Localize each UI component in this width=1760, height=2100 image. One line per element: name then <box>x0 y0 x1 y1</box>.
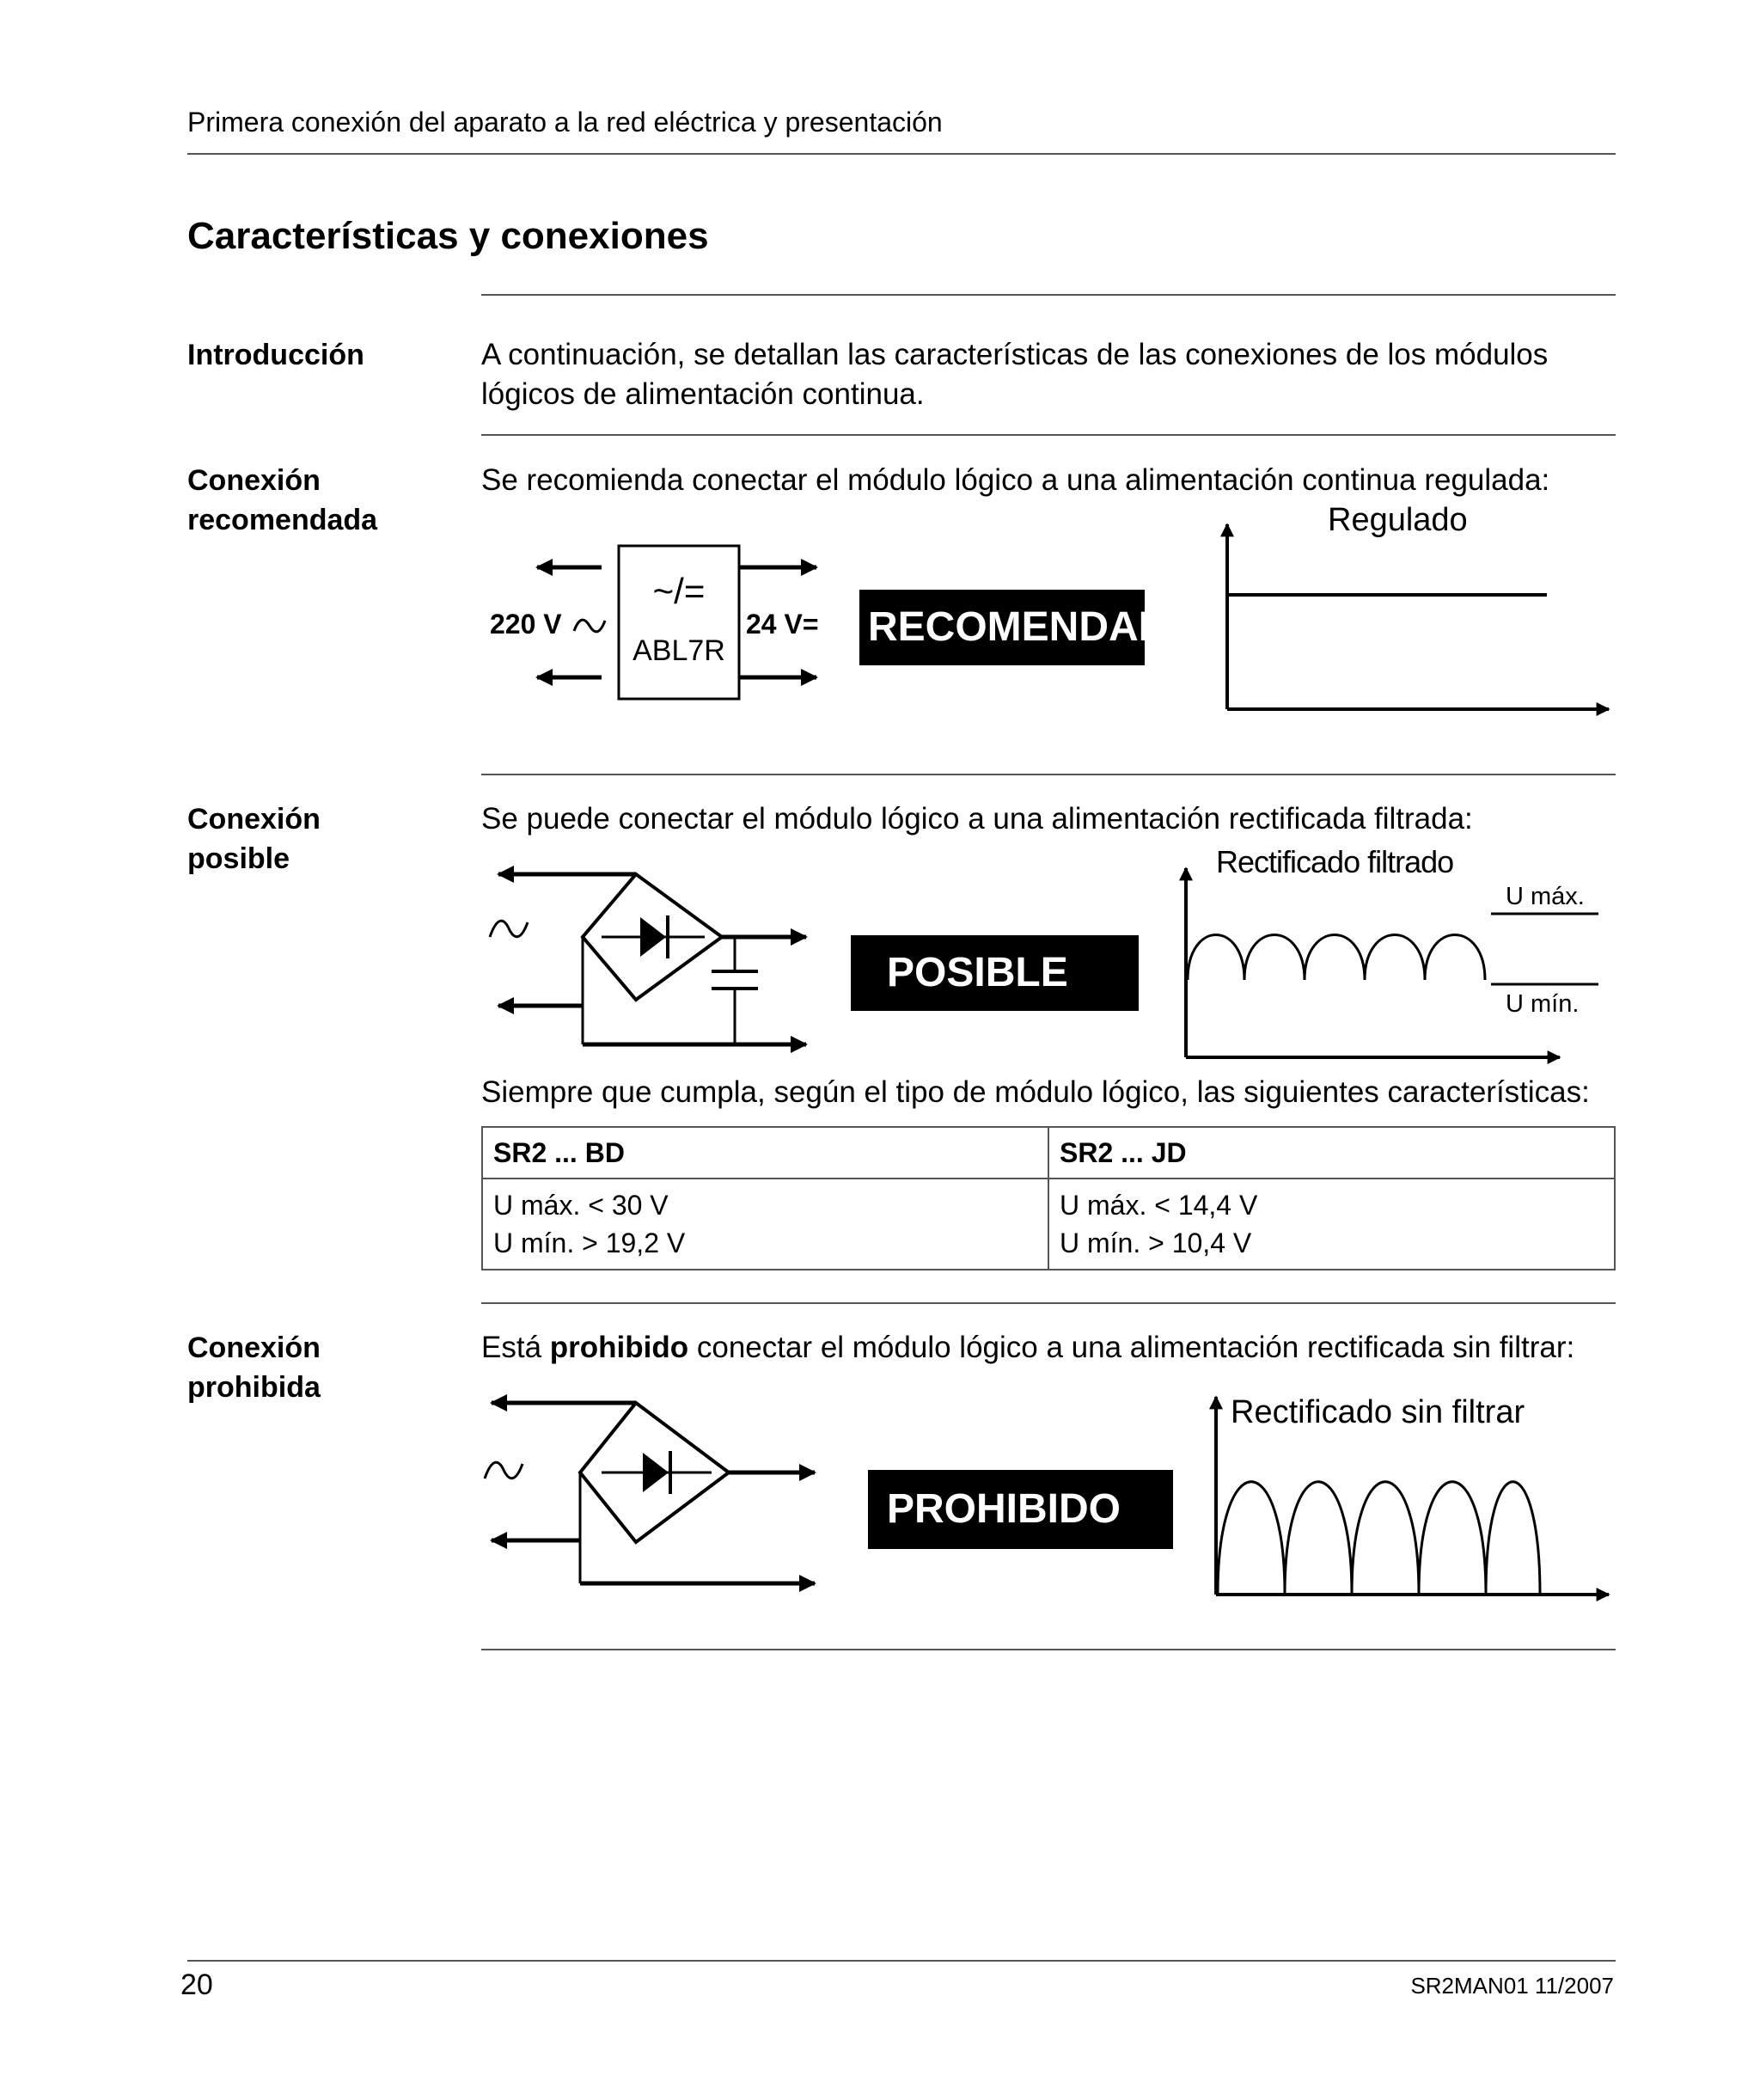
emphasis-text: prohibido <box>549 1331 689 1364</box>
section-divider <box>481 774 1616 775</box>
table-header: SR2 ... JD <box>1048 1127 1615 1179</box>
label-line: Conexión <box>187 803 321 836</box>
cell-line: U máx. < 14,4 V <box>1060 1190 1258 1221</box>
intro-text: A continuación, se detallan las características de las conexiones de los módulos lógicos de alimentación continua. <box>481 338 1549 411</box>
output-voltage-label: 24 V= <box>746 609 819 640</box>
recommended-label <box>187 461 462 540</box>
section-divider <box>481 434 1616 436</box>
diode-icon <box>640 917 666 957</box>
table-header-row <box>482 1127 1615 1179</box>
recommended-badge: RECOMENDADO <box>859 590 1145 665</box>
module-symbol: ~/= <box>652 571 706 611</box>
label-line: recomendada <box>187 504 378 536</box>
header-divider <box>187 153 1616 155</box>
prohibited-text <box>481 1328 1616 1368</box>
section-divider <box>481 1649 1616 1650</box>
umax-label: U máx. <box>1506 883 1585 910</box>
document-reference: SR2MAN01 11/2007 <box>1410 1973 1614 1999</box>
cell-line: U máx. < 30 V <box>493 1190 669 1221</box>
recommended-text: Se recomienda conectar el módulo lógico a una alimentación continua regulada: <box>481 463 1550 497</box>
prohibited-badge: PROHIBIDO <box>868 1470 1173 1549</box>
page-number: 20 <box>180 1968 213 2001</box>
characteristics-table <box>481 1126 1616 1270</box>
label-line: prohibida <box>187 1371 321 1404</box>
possible-text: Se puede conectar el módulo lógico a una alimentación rectificada filtrada: <box>481 802 1473 836</box>
label-line: Conexión <box>187 1332 321 1364</box>
text-segment: Está <box>481 1331 550 1364</box>
section-divider <box>481 1302 1616 1304</box>
table-cell <box>482 1179 1048 1270</box>
label-line: posible <box>187 842 290 875</box>
filtered-signal <box>1188 935 1485 981</box>
table-cell <box>1048 1179 1615 1270</box>
cell-line: U mín. > 10,4 V <box>1060 1228 1252 1258</box>
ac-icon <box>490 921 528 937</box>
table-header: SR2 ... BD <box>482 1127 1048 1179</box>
module-box <box>619 546 739 699</box>
page-title: Características y conexiones <box>187 215 709 257</box>
input-voltage-label: 220 V <box>490 609 562 640</box>
table-row <box>482 1179 1615 1270</box>
condition-text: Siempre que cumpla, según el tipo de módulo lógico, las siguientes características: <box>481 1075 1590 1109</box>
graph-title: Rectificado sin filtrar <box>1231 1394 1525 1430</box>
possible-badge: POSIBLE <box>851 935 1139 1011</box>
module-name: ABL7R <box>632 634 725 667</box>
ac-icon <box>574 620 605 632</box>
graph-title: Rectificado filtrado <box>1216 844 1454 879</box>
ac-icon <box>485 1462 522 1479</box>
unfiltered-signal <box>1218 1482 1540 1595</box>
text-segment: conectar el módulo lógico a una alimentación rectificada sin filtrar: <box>688 1331 1575 1364</box>
footer-divider <box>187 1960 1616 1962</box>
label-line: Conexión <box>187 464 321 497</box>
section-divider <box>481 294 1616 296</box>
diode-icon <box>643 1453 669 1492</box>
prohibited-label <box>187 1328 462 1407</box>
graph-title: Regulado <box>1328 502 1468 538</box>
cell-line: U mín. > 19,2 V <box>493 1228 686 1258</box>
intro-label: Introducción <box>187 339 364 371</box>
umin-label: U mín. <box>1506 990 1580 1018</box>
running-header: Primera conexión del aparato a la red eléctrica y presentación <box>187 107 943 138</box>
possible-label <box>187 799 462 879</box>
